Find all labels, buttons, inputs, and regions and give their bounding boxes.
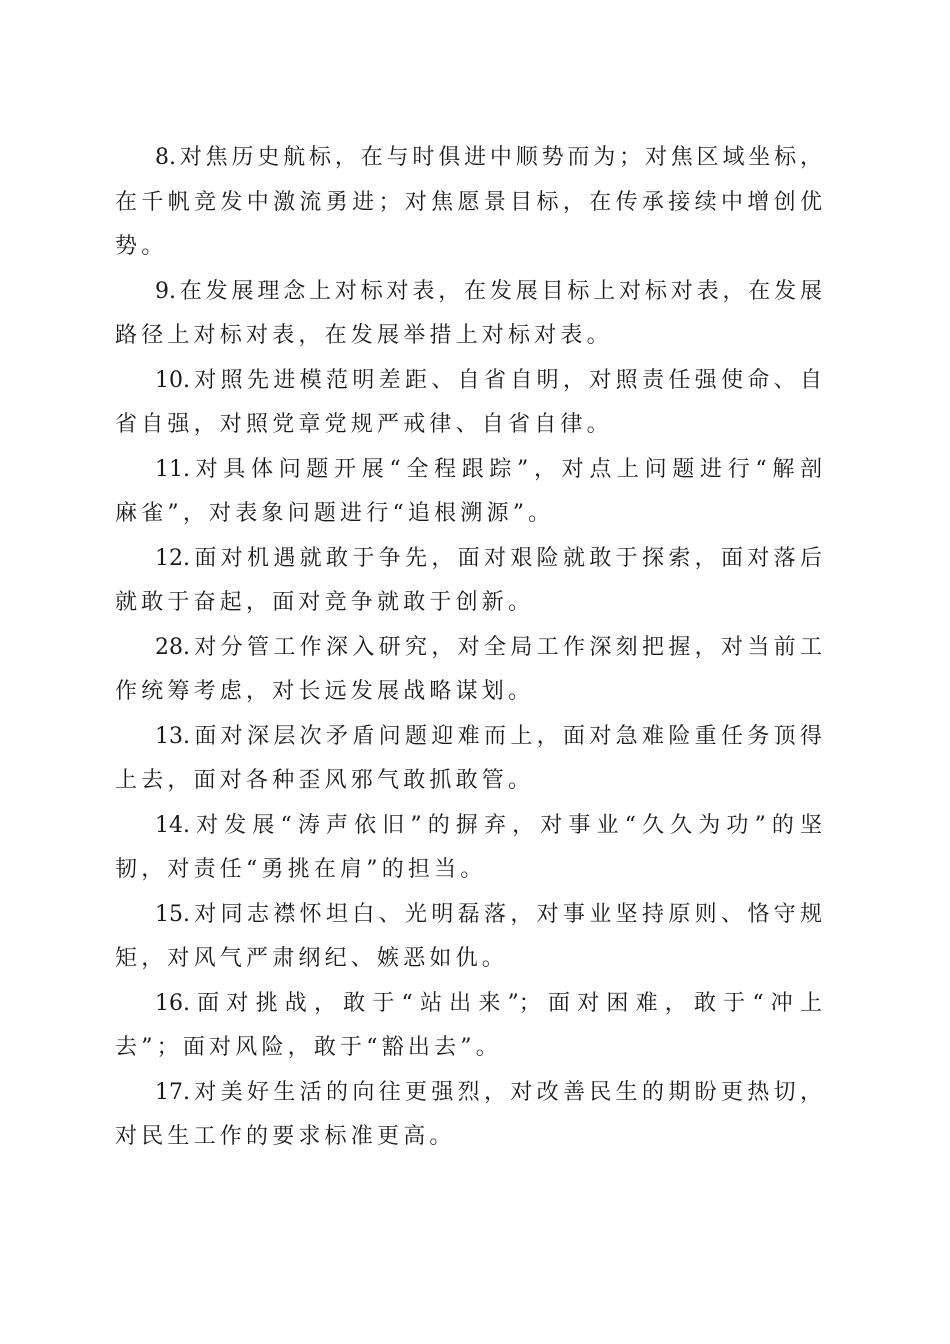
paragraph-line: 16.面对挑战，敢于“站出来”；面对困难，敢于“冲上 [155, 990, 822, 1016]
paragraph-line: 麻雀”，对表象问题进行“追根溯源”。 [115, 501, 555, 526]
paragraph-11 [115, 448, 822, 537]
paragraph-line: 矩，对风气严肃纲纪、嫉恶如仇。 [115, 946, 509, 971]
paragraph-14 [115, 804, 822, 893]
paragraph-10 [115, 359, 822, 448]
paragraph-line: 势。 [115, 234, 168, 259]
paragraph-line: 就敢于奋起，面对竞争就敢于创新。 [115, 590, 535, 615]
paragraph-line: 对民生工作的要求标准更高。 [115, 1124, 456, 1149]
paragraph-9 [115, 270, 822, 359]
paragraph-line: 作统筹考虑，对长远发展战略谋划。 [115, 679, 535, 704]
paragraph-line: 17.对美好生活的向往更强烈，对改善民生的期盼更热切， [155, 1079, 822, 1105]
paragraph-line: 15.对同志襟怀坦白、光明磊落，对事业坚持原则、恪守规 [155, 901, 822, 927]
paragraph-line: 9.在发展理念上对标对表，在发展目标上对标对表，在发展 [155, 278, 822, 304]
paragraph-line: 8.对焦历史航标，在与时俱进中顺势而为；对焦区域坐标， [155, 145, 822, 170]
paragraph-line: 韧，对责任“勇挑在肩”的担当。 [115, 857, 487, 882]
paragraph-line: 路径上对标对表，在发展举措上对标对表。 [115, 323, 613, 348]
paragraph-line: 12.面对机遇就敢于争先，面对艰险就敢于探索，面对落后 [155, 545, 822, 571]
paragraph-line: 10.对照先进模范明差距、自省自明，对照责任强使命、自 [155, 367, 822, 393]
paragraph-16 [115, 982, 822, 1071]
paragraph-line: 去”；面对风险，敢于“豁出去”。 [115, 1035, 502, 1060]
paragraph-line: 上去，面对各种歪风邪气敢抓敢管。 [115, 768, 535, 793]
paragraph-line: 在千帆竞发中激流勇进；对焦愿景目标，在传承接续中增创优 [115, 189, 822, 215]
paragraph-8 [115, 136, 822, 270]
paragraph-28 [115, 626, 822, 715]
paragraph-line: 14.对发展“涛声依旧”的摒弃，对事业“久久为功”的坚 [155, 812, 822, 838]
document-page [115, 136, 822, 1160]
paragraph-17 [115, 1071, 822, 1160]
paragraph-line: 28.对分管工作深入研究，对全局工作深刻把握，对当前工 [155, 634, 822, 660]
paragraph-line: 省自强，对照党章党规严戒律、自省自律。 [115, 412, 613, 437]
paragraph-15 [115, 893, 822, 982]
paragraph-13 [115, 715, 822, 804]
paragraph-line: 11.对具体问题开展“全程跟踪”，对点上问题进行“解剖 [155, 456, 822, 482]
paragraph-line: 13.面对深层次矛盾问题迎难而上，面对急难险重任务顶得 [155, 723, 822, 749]
paragraph-12 [115, 537, 822, 626]
